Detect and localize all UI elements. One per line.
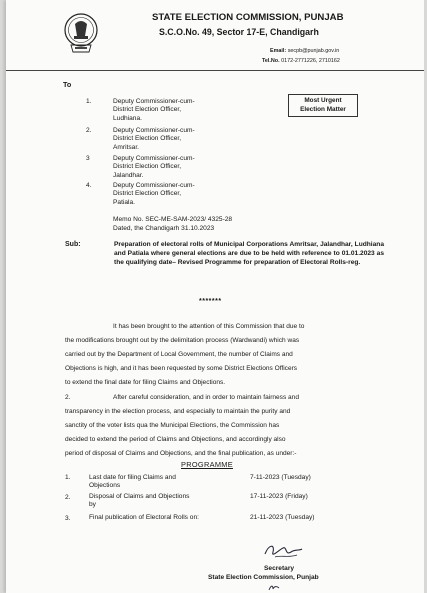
programme-row-number: 1. — [65, 474, 71, 481]
urgent-stamp-box — [288, 94, 358, 117]
addressee-number: 3 — [86, 155, 90, 162]
subject-label: Sub: — [65, 241, 81, 248]
tel-number: 0172-2771226, 2710162 — [281, 58, 340, 64]
addressee-text — [113, 98, 263, 123]
programme-row-number: 2. — [65, 494, 71, 501]
signatory-organization: State Election Commission, Punjab — [208, 574, 319, 581]
paragraph-1-line: It has been brought to the attention of this Commission that due to — [113, 323, 305, 330]
separator-stars: ******* — [199, 298, 222, 305]
urgent-line-2: Election Matter — [300, 106, 346, 113]
paragraph-2-line: After careful consideration, and in order to maintain fairness and — [113, 394, 299, 401]
addressee-line: Deputy Commissioner-cum- — [113, 182, 195, 189]
paragraph-2-line: transparency in the election process, and especially to maintain the purity and — [65, 408, 291, 415]
addressee-line: Patiala. — [113, 198, 135, 206]
letter-page — [6, 0, 424, 593]
tel-label: Tel.No. — [262, 58, 280, 64]
addressee-text — [113, 155, 263, 180]
programme-row-date: 7-11-2023 (Tuesday) — [250, 474, 311, 481]
addressee-line: District Election Officer, — [113, 106, 182, 114]
initial-mark — [268, 584, 280, 592]
email-address: secpb@punjab.gov.in — [287, 48, 340, 54]
organization-title: STATE ELECTION COMMISSION, PUNJAB — [152, 12, 344, 23]
header-divider — [6, 70, 424, 71]
programme-row-number: 3. — [65, 515, 71, 522]
addressee-text — [113, 127, 263, 152]
addressee-line: District Election Officer, — [113, 135, 182, 143]
email-line — [270, 48, 339, 54]
programme-label-line: Final publication of Electoral Rolls on: — [89, 514, 199, 521]
government-emblem-icon — [63, 12, 99, 56]
programme-row-label — [89, 514, 249, 522]
addressee-line: Deputy Commissioner-cum- — [113, 155, 195, 162]
programme-label-line: by — [89, 501, 96, 509]
email-label: Email: — [270, 48, 287, 54]
addressee-text — [113, 182, 263, 207]
paragraph-2-number: 2. — [65, 394, 71, 401]
paragraph-1-line: the modifications brought out by the delimitation process (Wardwandi) which was — [65, 337, 300, 344]
programme-row-label — [89, 474, 209, 490]
addressee-line: Deputy Commissioner-cum- — [113, 127, 195, 134]
memo-date: Dated, the Chandigarh 31.10.2023 — [113, 225, 215, 232]
paragraph-2-line: decided to extend the period of Claims and Objections, and accordingly also — [65, 436, 286, 443]
telephone-line — [262, 58, 340, 64]
programme-heading: PROGRAMME — [181, 460, 233, 469]
addressee-number: 2. — [86, 127, 92, 134]
paragraph-2-line: period of disposal of Claims and Objections, and the final publication, as under:- — [65, 450, 297, 457]
paragraph-1-line: Objections is high, and it has been requested by some District Elections Officers — [65, 365, 298, 372]
addressee-number: 1. — [86, 98, 92, 105]
addressee-line: District Election Officer, — [113, 163, 182, 171]
programme-label-line: Objections — [89, 482, 121, 490]
addressee-line: Jalandhar. — [113, 171, 144, 179]
addressee-line: District Election Officer, — [113, 190, 182, 198]
programme-row-date: 17-11-2023 (Friday) — [250, 493, 308, 500]
addressee-line: Ludhiana. — [113, 114, 142, 122]
programme-row-label — [89, 493, 209, 509]
paragraph-1-line: to extend the final date for filing Claims and Objections. — [65, 379, 226, 386]
to-label: To — [63, 80, 72, 89]
urgent-line-1: Most Urgent — [304, 97, 342, 104]
memo-number: Memo No. SEC-ME-SAM-2023/ 4325-28 — [113, 216, 233, 223]
addressee-line: Deputy Commissioner-cum- — [113, 98, 195, 105]
subject-text: Preparation of electoral rolls of Municipal Corporations Amritsar, Jalandhar, Ludhiana and Patiala where general elections are due to be held with reference to 01.01.2023 as the qualifying date– Revised Programme for preparation of Electoral Rolls-reg. — [114, 241, 384, 267]
paragraph-1-line: carried out by the Department of Local Government, the number of Claims and — [65, 351, 293, 358]
programme-row-date: 21-11-2023 (Tuesday) — [250, 514, 315, 521]
programme-label-line: Disposal of Claims and Objections — [89, 493, 190, 500]
addressee-line: Amritsar. — [113, 143, 140, 151]
addressee-number: 4. — [86, 182, 92, 189]
signature-mark — [261, 540, 305, 562]
organization-address: S.C.O.No. 49, Sector 17-E, Chandigarh — [159, 27, 319, 37]
programme-label-line: Last date for filing Claims and — [89, 474, 176, 481]
signatory-title: Secretary — [264, 565, 295, 572]
paragraph-2-line: sanctity of the voter lists qua the Municipal Elections, the Commission has — [65, 422, 280, 429]
